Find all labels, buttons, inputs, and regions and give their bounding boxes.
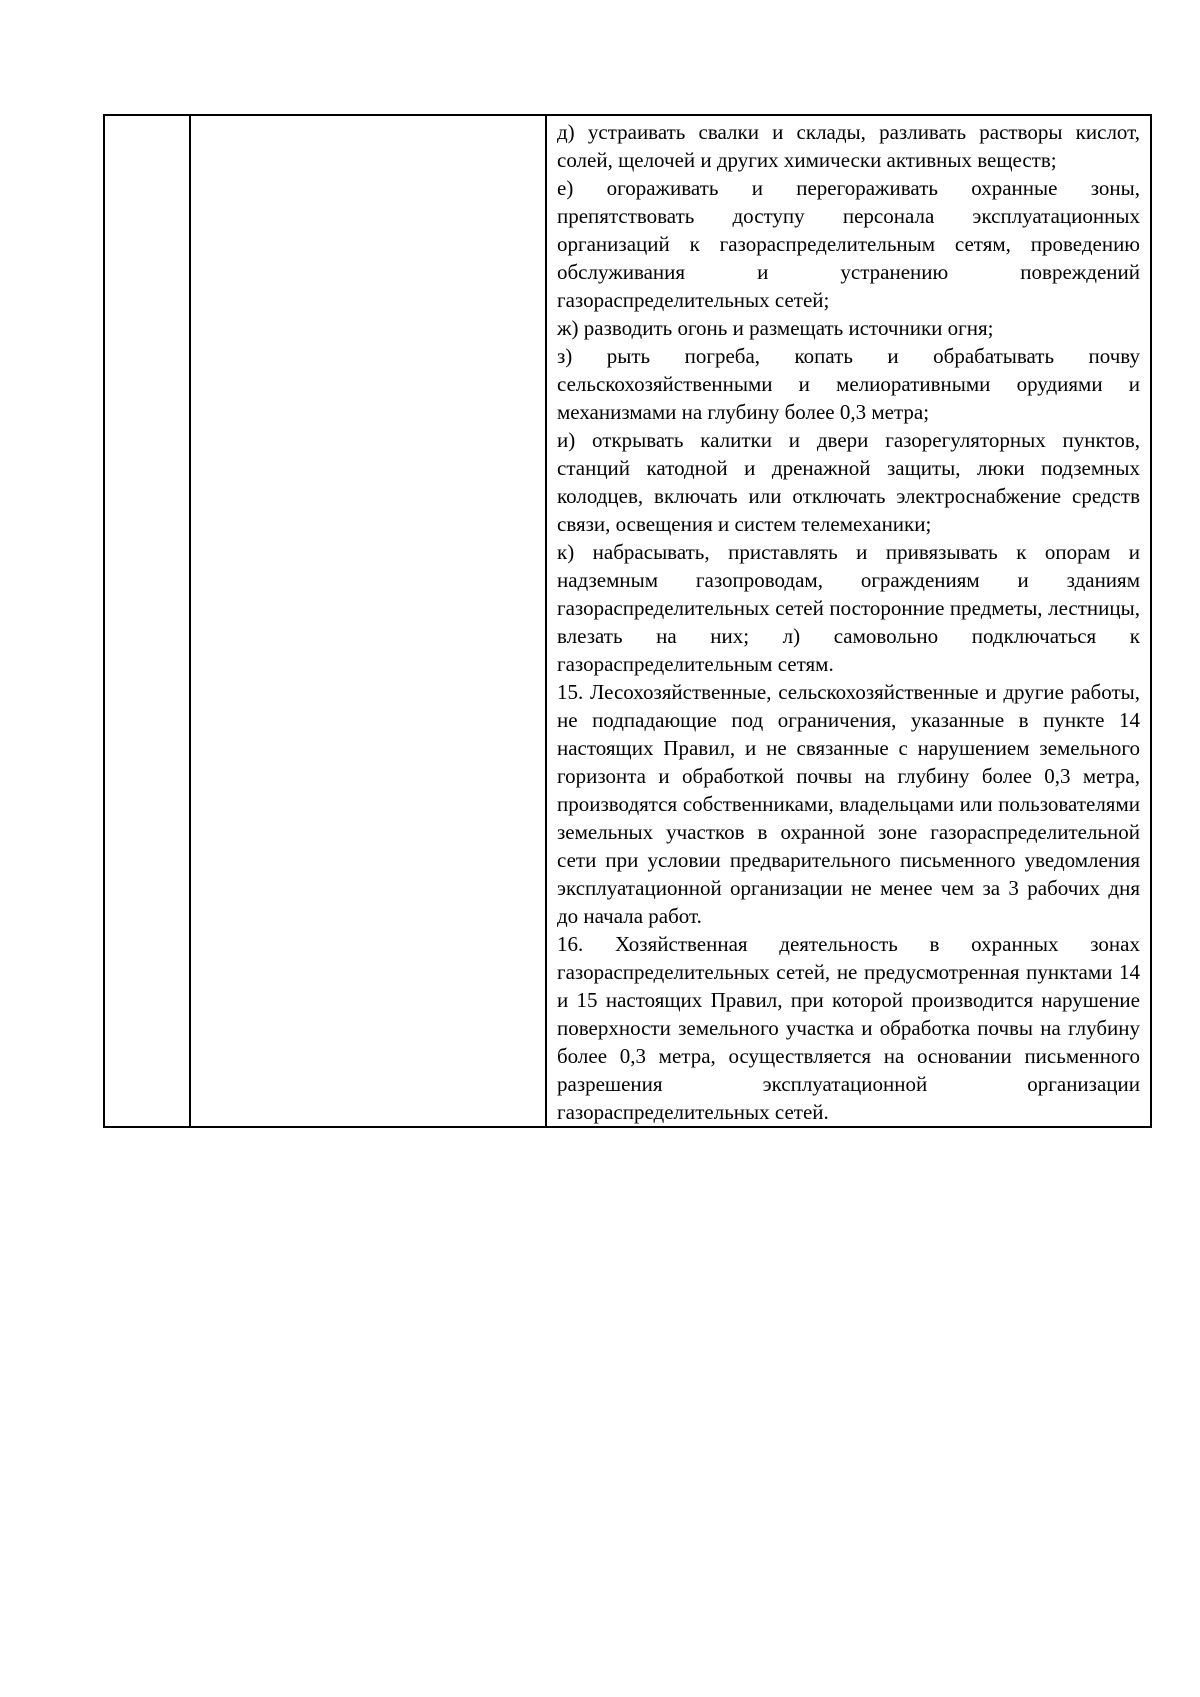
table-cell-number: [104, 115, 190, 1127]
paragraph-item-zh: ж) разводить огонь и размещать источники огня;: [557, 316, 994, 340]
table-cell-name: [190, 115, 546, 1127]
document-table: [103, 114, 1152, 1128]
paragraph-item-e: е) огораживать и перегораживать охранные зоны, препятствовать доступу персонала эксплуатационных организаций к газораспределительным сетям, проведению обслуживания и устранению повреждений газораспределительных сетей;: [557, 176, 1140, 312]
paragraph-clause-15: 15. Лесохозяйственные, сельскохозяйственные и другие работы, не подпадающие под ограничения, указанные в пункте 14 настоящих Правил, и не связанные с нарушением земельного горизонта и обработкой почвы на глубину более 0,3 метра, производятся собственниками, владельцами или пользователями земельных участков в охранной зоне газораспределительной сети при условии предварительного письменного уведомления эксплуатационной организации не менее чем за 3 рабочих дня до начала работ.: [557, 680, 1140, 928]
table-cell-text: [546, 115, 1151, 1127]
paragraph-item-z: з) рыть погреба, копать и обрабатывать почву сельскохозяйственными и мелиоративными орудиями и механизмами на глубину более 0,3 метра;: [557, 344, 1140, 424]
table-row: [104, 115, 1151, 1127]
paragraph-item-k-l: к) набрасывать, приставлять и привязывать к опорам и надземным газопроводам, ограждениям и зданиям газораспределительных сетей посторонние предметы, лестницы, влезать на них; л) самовольно подключаться к газораспределительным сетям.: [557, 540, 1140, 676]
paragraph-item-i: и) открывать калитки и двери газорегуляторных пунктов, станций катодной и дренажной защиты, люки подземных колодцев, включать или отключать электроснабжение средств связи, освещения и систем телемеханики;: [557, 428, 1140, 536]
paragraph-clause-16: 16. Хозяйственная деятельность в охранных зонах газораспределительных сетей, не предусмотренная пунктами 14 и 15 настоящих Правил, при которой производится нарушение поверхности земельного участка и обработка почвы на глубину более 0,3 метра, осуществляется на основании письменного разрешения эксплуатационной организации газораспределительных сетей.: [557, 932, 1140, 1124]
paragraph-item-d: д) устраивать свалки и склады, разливать растворы кислот, солей, щелочей и других химически активных веществ;: [557, 120, 1140, 172]
